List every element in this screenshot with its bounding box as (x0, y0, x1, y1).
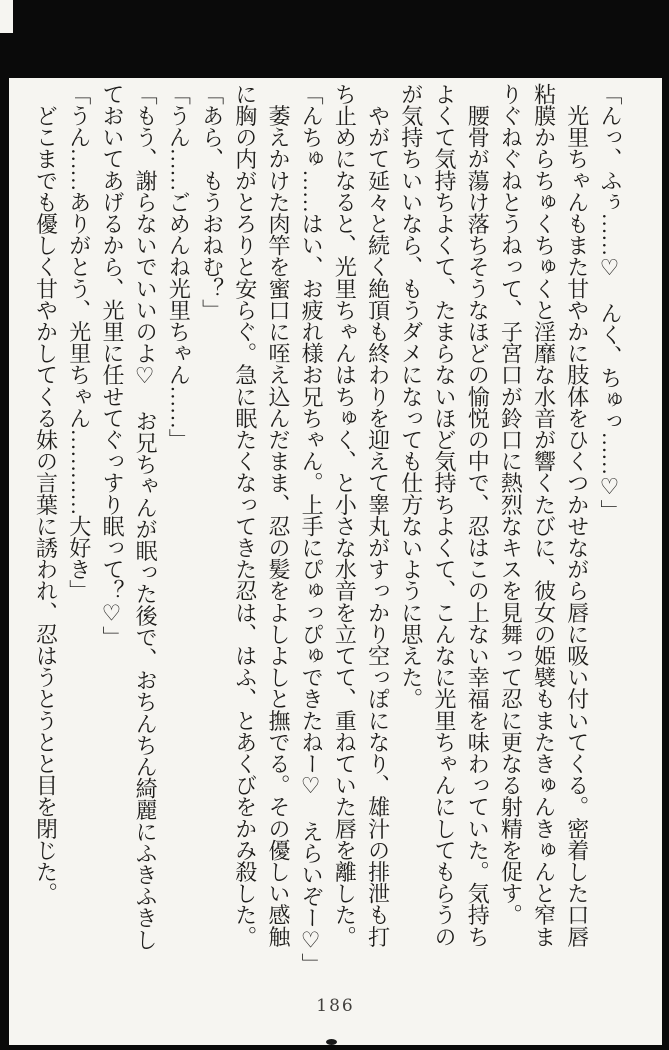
ink-mark (326, 1039, 337, 1045)
text-column: 「あら、もうおねむ？」 (199, 83, 225, 321)
page-number: 186 (316, 996, 355, 1016)
scan-notch (0, 0, 13, 33)
text-column: 粘膜からちゅくちゅくと淫靡な水音が響くたびに、彼女の姫襞もまたきゅんきゅんと窄ま (531, 83, 557, 948)
text-column: ち止めになると、光里ちゃんはちゅく、と小さな水音を立てて、重ねていた唇を離した。 (332, 83, 358, 948)
text-column: に胸の内がとろりと安らぐ。急に眠たくなってきた忍は、はふ、とあくびをかみ殺した。 (232, 83, 258, 948)
text-column: 「んちゅ……はい、お疲れ様お兄ちゃん。上手にぴゅっぴゅできたねー♡ えらいぞー♡」 (299, 83, 325, 975)
page-surface (9, 78, 662, 1045)
text-column: 腰骨が蕩け落ちそうなほどの愉悦の中で、忍はこの上ない幸福を味わっていた。気持ち (465, 83, 491, 948)
text-column: ておいてあげるから、光里に任せてぐっすり眠って？♡」 (99, 83, 125, 648)
text-column: 「うん……ごめんね光里ちゃん……」 (166, 83, 192, 451)
text-column: 「んっ、ふぅ……♡ んく、ちゅっ……♡」 (598, 83, 623, 522)
text-column: 萎えかけた肉竿を蜜口に咥え込んだまま、忍の髪をよしよしと撫でる。その優しい感触 (265, 83, 291, 948)
vertical-text-block (29, 83, 627, 1023)
text-column: 「うん……ありがとう、光里ちゃん…………大好き」 (66, 83, 92, 602)
text-column: 「もう、謝らないでいいのよ♡ お兄ちゃんが眠った後で、おちんちん綺麗にふきふきし (133, 83, 159, 951)
text-column: よくて気持ちよくて、たまらないほど気持ちよくて、こんなに光里ちゃんにしてもらうの (431, 83, 457, 948)
text-column: どこまでも優しく甘やかしてくる妹の言葉に誘われ、忍はうとうとと目を閉じた。 (33, 83, 59, 904)
text-column: りぐねぐねとうねって、子宮口が鈴口に熱烈なキスを見舞って忍に更なる射精を促す。 (498, 83, 524, 926)
text-column: が気持ちいいなら、もうダメになっても仕方ないように思えた。 (398, 83, 424, 710)
text-column: やがて延々と続く絶頂も終わりを迎えて睾丸がすっかり空っぽになり、雄汁の排泄も打 (365, 83, 391, 948)
text-column: 光里ちゃんもまた甘やかに肢体をひくつかせながら唇に吸い付いてくる。密着した口唇 (564, 83, 590, 948)
